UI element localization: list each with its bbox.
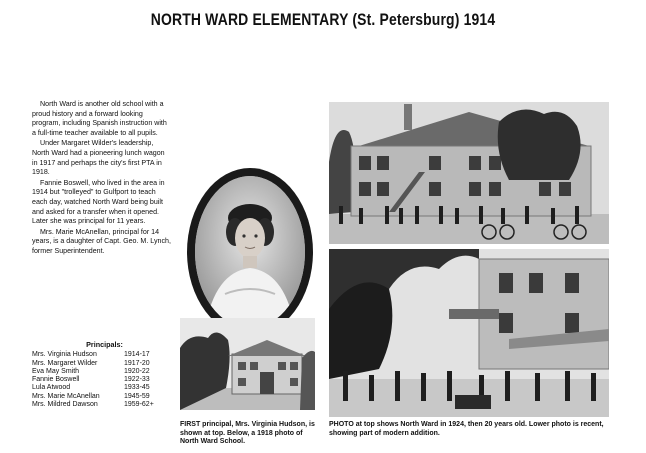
principal-years: 1922-33 <box>124 376 150 384</box>
principal-name: Mrs. Marie McAnellan <box>32 392 100 400</box>
principal-row <box>32 393 177 401</box>
principal-row <box>32 368 177 376</box>
principals-heading: Principals: <box>86 340 123 349</box>
portrait-image <box>195 176 305 328</box>
principal-years: 1920-22 <box>124 367 150 375</box>
school-photo-1924 <box>329 102 609 244</box>
principal-name: Lula Atwood <box>32 384 71 392</box>
school-photo-recent <box>329 249 609 417</box>
principal-row <box>32 384 177 392</box>
principal-name: Mrs. Margaret Wilder <box>32 359 98 367</box>
principal-row <box>32 376 177 384</box>
article-text <box>32 100 172 258</box>
principals-list <box>32 341 177 409</box>
school-photo-1918 <box>180 318 315 410</box>
principal-row <box>32 351 177 359</box>
principal-years: 1917-20 <box>124 359 150 367</box>
portrait-photo <box>195 176 305 328</box>
principal-name: Eva May Smith <box>32 367 80 375</box>
article-paragraph: Mrs. Marie McAnellan, principal for 14 years, is a daughter of Capt. Geo. M. Lynch, former Superintendent. <box>32 227 171 255</box>
principal-years: 1933-45 <box>124 384 150 392</box>
article-paragraph: Under Margaret Wilder's leadership, North Ward had a pioneering lunch wagon in 1917 and perhaps the city's first PTA in 1918. <box>32 139 165 177</box>
principal-name: Mrs. Virginia Hudson <box>32 351 97 359</box>
caption-right: PHOTO at top shows North Ward in 1924, then 20 years old. Lower photo is recent, showing part of modern addition. <box>329 421 604 437</box>
portrait-frame <box>187 168 313 336</box>
principal-years: 1914-17 <box>124 351 150 359</box>
principal-years: 1959-62+ <box>124 401 154 409</box>
article-paragraph: Fannie Boswell, who lived in the area in 1914 but "trolleyed" to Gulfport to teach each day, watched North Ward being built and asked for a transfer when it opened. Later she was principal for 11 years. <box>32 178 165 226</box>
principal-row <box>32 360 177 368</box>
principal-name: Mrs. Mildred Dawson <box>32 401 98 409</box>
caption-left: FIRST principal, Mrs. Virginia Hudson, is shown at top. Below, a 1918 photo of North Ward School. <box>180 421 315 446</box>
principal-name: Fannie Boswell <box>32 376 80 384</box>
principal-years: 1945-59 <box>124 392 150 400</box>
article-paragraph: North Ward is another old school with a proud history and a forward looking program, including Spanish instruction with a full-time teacher available to all pupils. <box>32 100 167 137</box>
principal-row <box>32 401 177 409</box>
page-title: NORTH WARD ELEMENTARY (St. Petersburg) 1914 <box>150 10 496 29</box>
